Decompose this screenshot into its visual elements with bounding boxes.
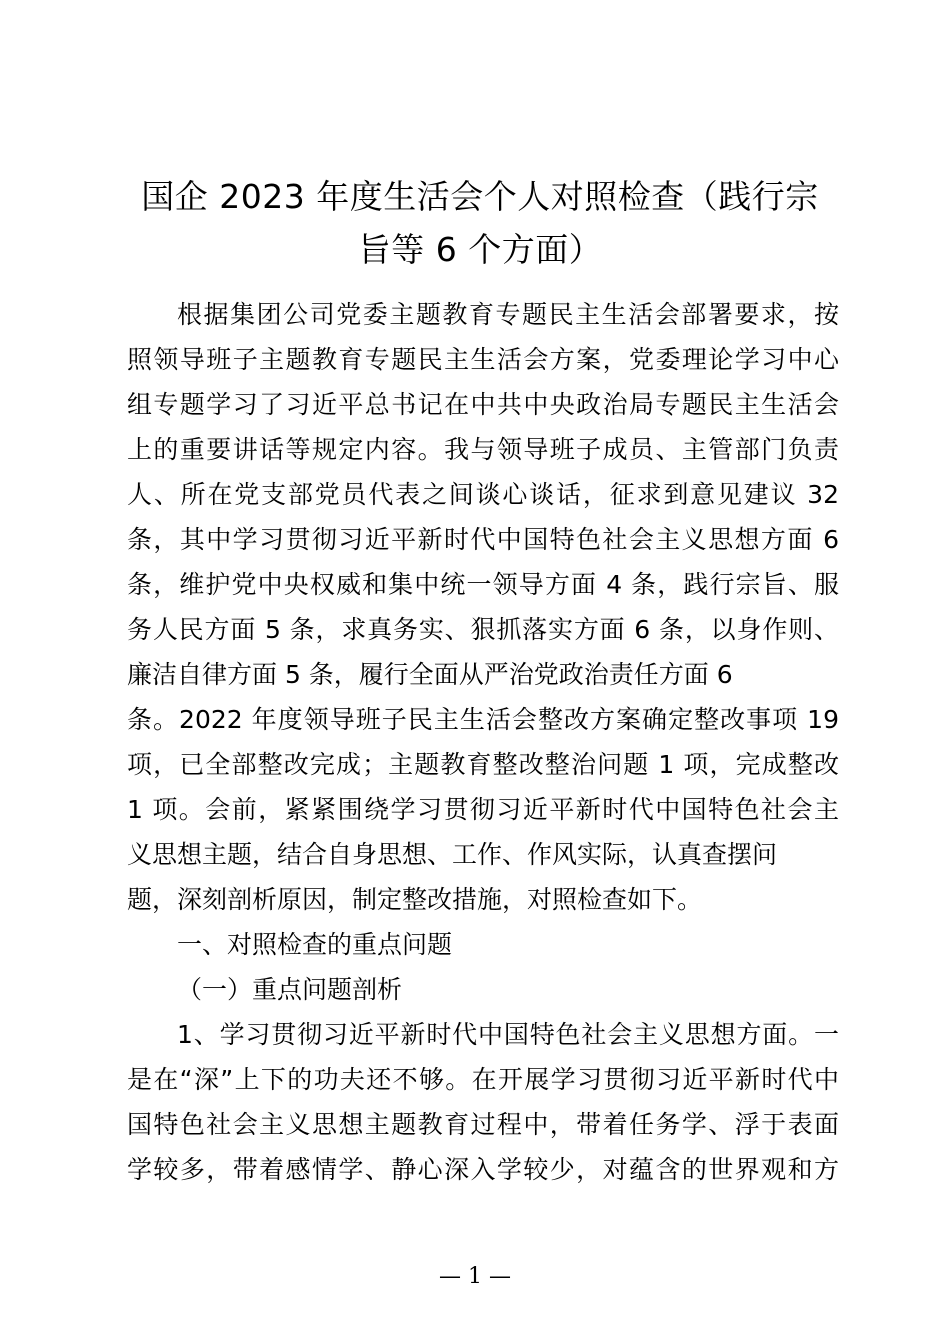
paragraph-line: 根据集团公司党委主题教育专题民主生活会部署要求，按 [177, 300, 839, 329]
document-title [110, 170, 850, 276]
section-heading: 一、对照检查的重点问题 [177, 930, 453, 959]
paragraph-line: 义思想主题，结合自身思想、工作、作风实际，认真查摆问 [127, 840, 778, 869]
subsection-heading: （一）重点问题剖析 [177, 975, 403, 1004]
paragraph-line: 务人民方面 5 条，求真务实、狠抓落实方面 6 条，以身作则、 [127, 615, 839, 644]
paragraph-line: 是在“深”上下的功夫还不够。在开展学习贯彻习近平新时代中 [127, 1065, 839, 1094]
paragraph-line: 题，深刻剖析原因，制定整改措施，对照检查如下。 [127, 885, 703, 914]
paragraph-line: 上的重要讲话等规定内容。我与领导班子成员、主管部门负责 [127, 435, 839, 464]
paragraph-line: 条。2022 年度领导班子民主生活会整改方案确定整改事项 19 [127, 705, 839, 734]
title-line: 国企 2023 年度生活会个人对照检查（践行宗 [141, 177, 819, 216]
page-number: — 1 — [439, 1264, 511, 1289]
paragraph-line: 国特色社会主义思想主题教育过程中，带着任务学、浮于表面 [127, 1110, 839, 1139]
paragraph-line: 1、学习贯彻习近平新时代中国特色社会主义思想方面。一 [177, 1020, 839, 1049]
document-body [127, 292, 839, 1192]
paragraph-line: 1 项。会前，紧紧围绕学习贯彻习近平新时代中国特色社会主 [127, 795, 839, 824]
paragraph-line: 人、所在党支部党员代表之间谈心谈话，征求到意见建议 32 [127, 480, 839, 509]
paragraph-line: 项，已全部整改完成；主题教育整改整治问题 1 项，完成整改 [127, 750, 839, 779]
paragraph-line: 学较多，带着感情学、静心深入学较少，对蕴含的世界观和方 [127, 1155, 839, 1184]
paragraph-line: 廉洁自律方面 5 条，履行全面从严治党政治责任方面 6 [127, 660, 733, 689]
paragraph-line: 组专题学习了习近平总书记在中共中央政治局专题民主生活会 [127, 390, 839, 419]
paragraph-line: 照领导班子主题教育专题民主生活会方案，党委理论学习中心 [127, 345, 839, 374]
title-line: 旨等 6 个方面） [357, 230, 603, 269]
paragraph-line: 条，其中学习贯彻习近平新时代中国特色社会主义思想方面 6 [127, 525, 839, 554]
paragraph-line: 条，维护党中央权威和集中统一领导方面 4 条，践行宗旨、服 [127, 570, 839, 599]
